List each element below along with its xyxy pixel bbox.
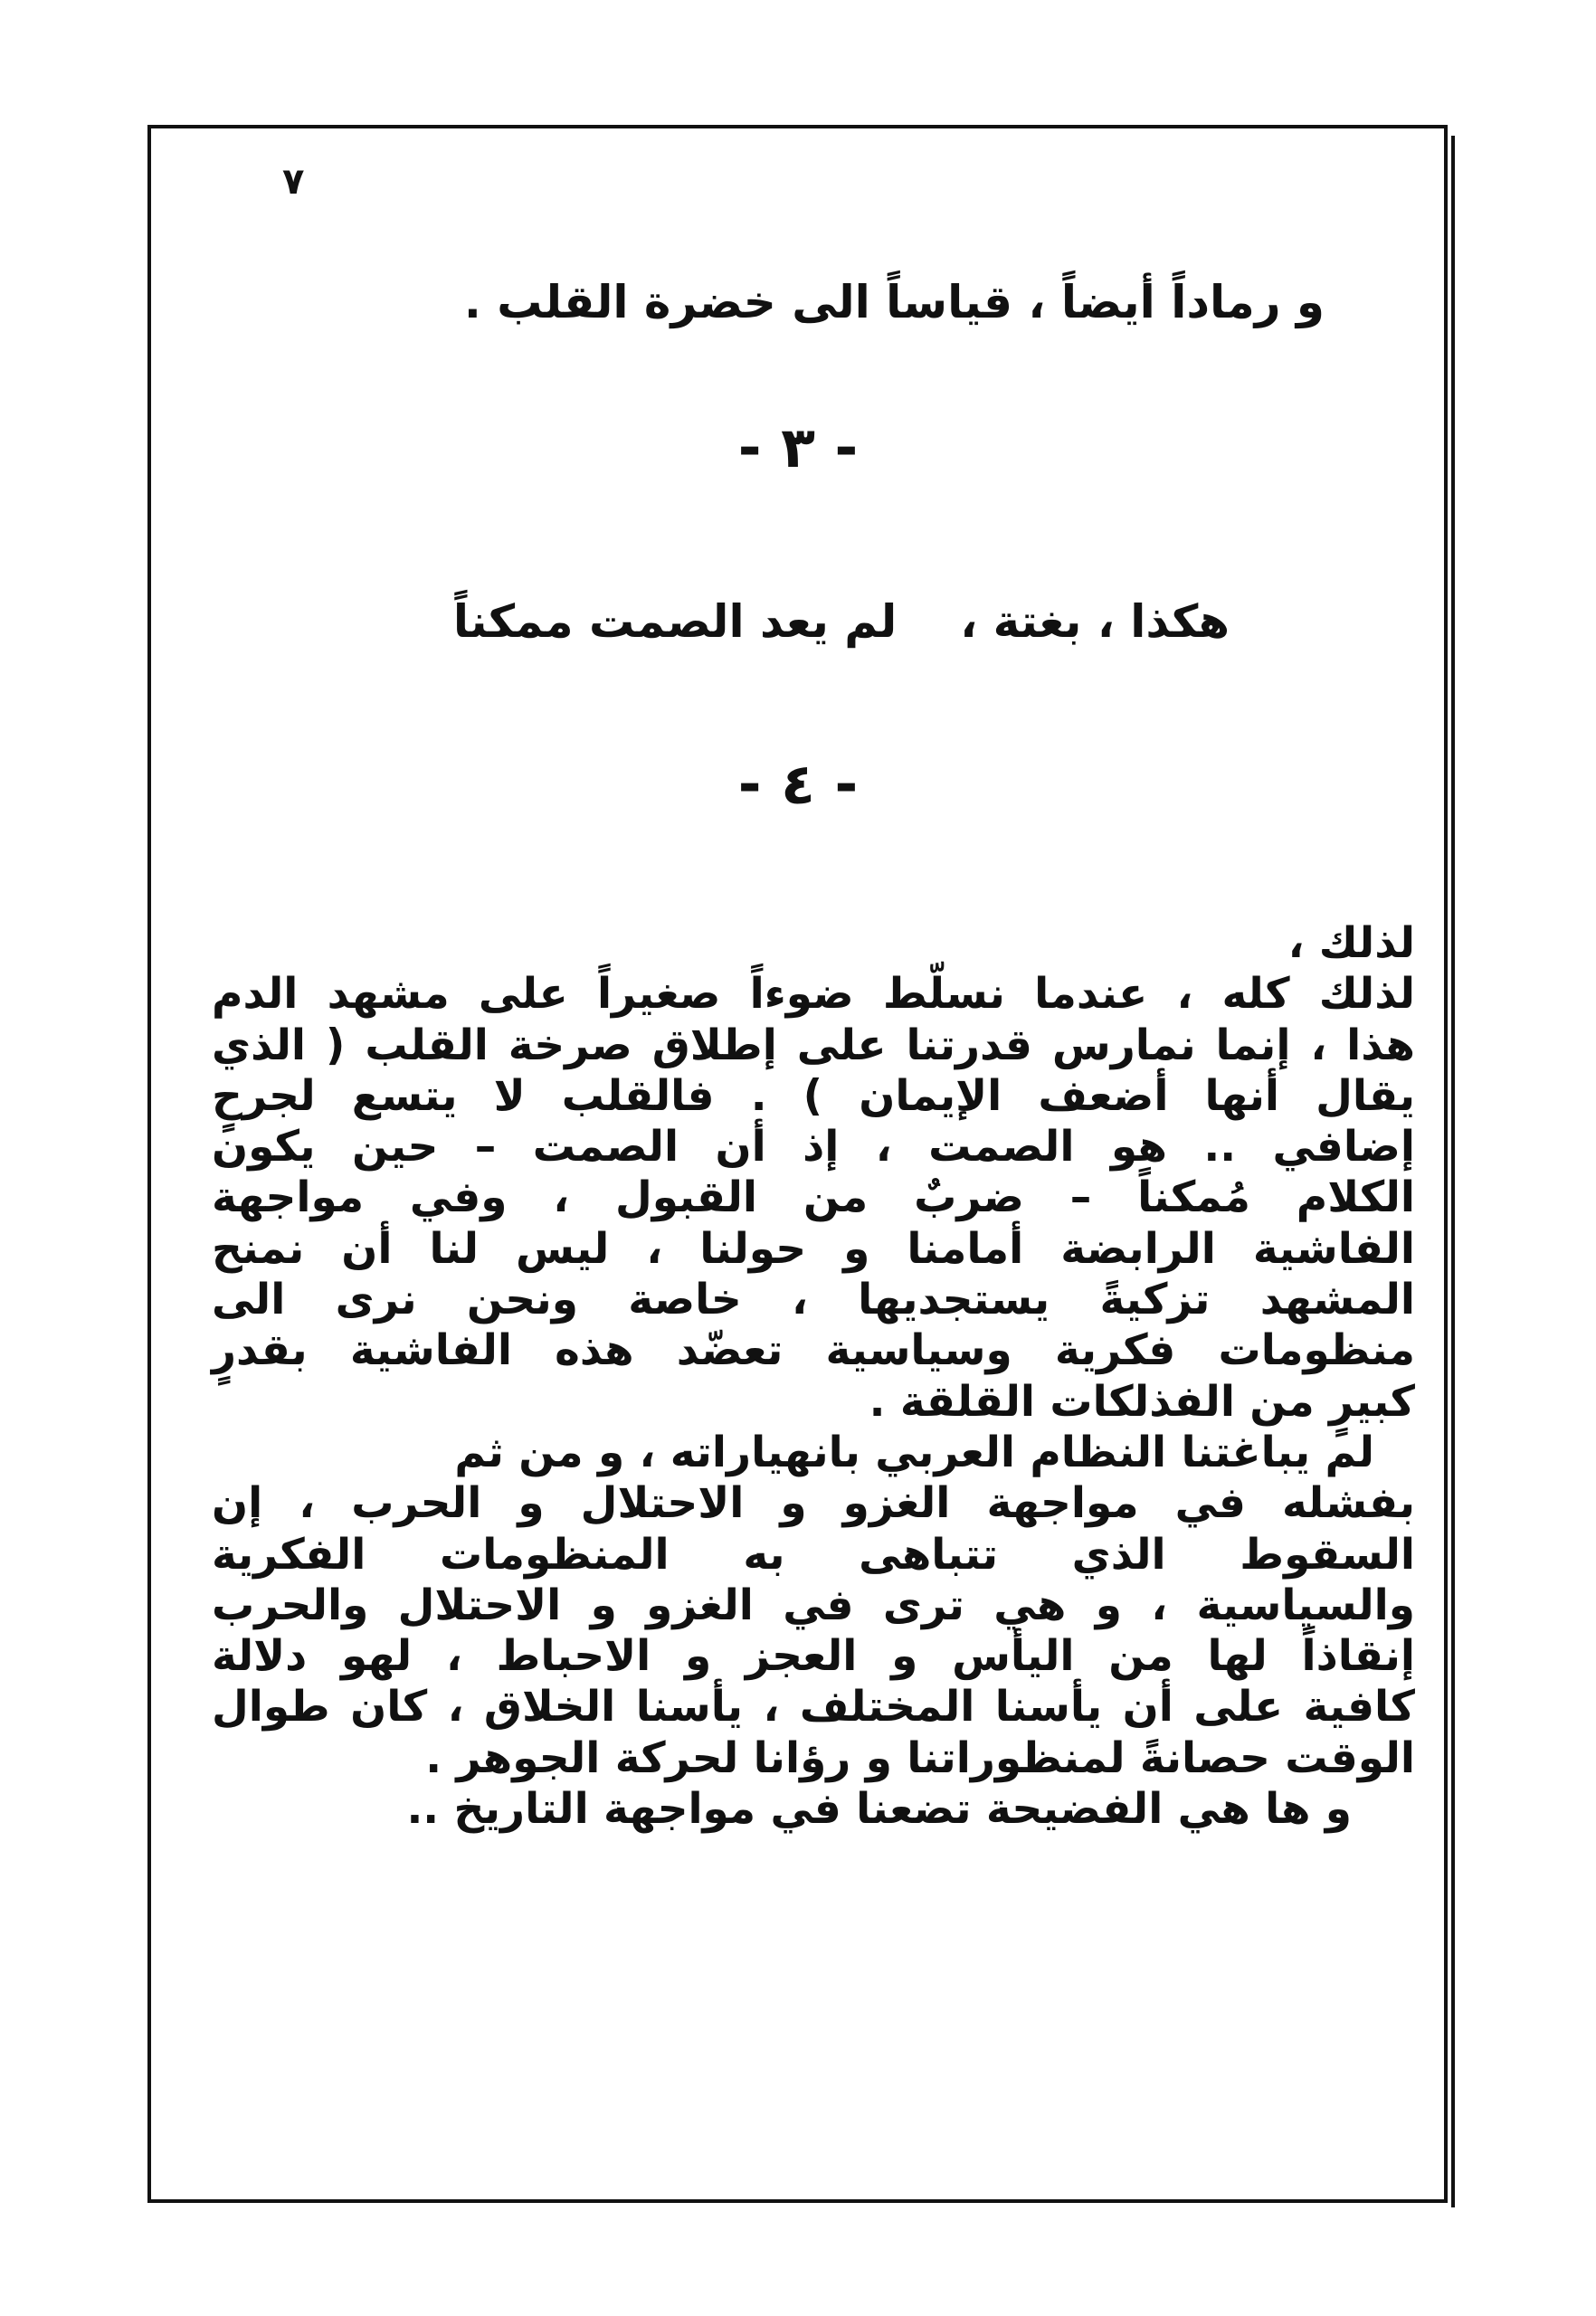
body-line: و ها هي الفضيحة تضعنا في مواجهة التاريخ ..: [406, 1784, 1352, 1835]
section-heading-3: - ٣ -: [737, 414, 859, 480]
body-line: كبيرٍ من الفذلكات القلقة .: [869, 1376, 1415, 1427]
body-line: الفاشية الرابضة أمامنا و حولنا ، ليس لنا أن نمنح: [212, 1223, 1415, 1274]
body-line: السقوط الذي تتباهى به المنظومات الفكرية: [212, 1529, 1415, 1580]
body-line: منظومات فكرية وسياسية تعضّد هذه الفاشية بقدرٍ: [212, 1325, 1415, 1376]
body-line: بفشله في مواجهة الغزو و الاحتلال و الحرب ، إن: [212, 1478, 1415, 1529]
section-heading-4: - ٤ -: [737, 751, 859, 817]
body-line: يقال أنها أضعف الإيمان ) . فالقلب لا يتسع لجرحٍ: [212, 1070, 1415, 1121]
body-line: لذلك كله ، عندما نسلّط ضوءاً صغيراً على مشهد الدم: [212, 969, 1415, 1020]
intro-line: و رماداً أيضاً ، قياساً الى خضرة القلب .: [463, 276, 1325, 328]
body-line: كافية على أن يأسنا المختلف ، يأسنا الخلاق ، كان طوال: [212, 1682, 1415, 1732]
section-3-line-part1: هكذا ، بغتة ،: [960, 595, 1230, 648]
body-line: إضافي .. هو الصمت ، إذ أن الصمت – حين يكون: [212, 1122, 1415, 1172]
body-line: والسياسية ، و هي ترى في الغزو و الاحتلال والحرب: [212, 1580, 1415, 1630]
body-line: لم يباغتنا النظام العربي بانهياراته ، و من ثم: [454, 1427, 1374, 1477]
section-3-line: [453, 595, 1230, 648]
section-3-line-part2: لم يعد الصمت ممكناً: [452, 595, 898, 648]
page-number: ٧: [282, 161, 305, 203]
body-line: الكلام مُمكناً – ضربٌ من القبول ، وفي مواجهة: [212, 1172, 1415, 1223]
body-line: لذلك ،: [1287, 918, 1415, 968]
body-line: المشهد تزكيةً يستجديها ، خاصة ونحن نرى الى: [212, 1275, 1415, 1325]
body-line: هذا ، إنما نمارس قدرتنا على إطلاق صرخة القلب ( الذي: [212, 1020, 1415, 1070]
body-line: الوقت حصانةً لمنظوراتنا و رؤانا لحركة الجوهر .: [425, 1732, 1415, 1783]
body-line: إنقاذاً لها من اليأس و العجز و الاحباط ، لهو دلالة: [212, 1631, 1415, 1682]
section-4-body: [212, 918, 1415, 1835]
